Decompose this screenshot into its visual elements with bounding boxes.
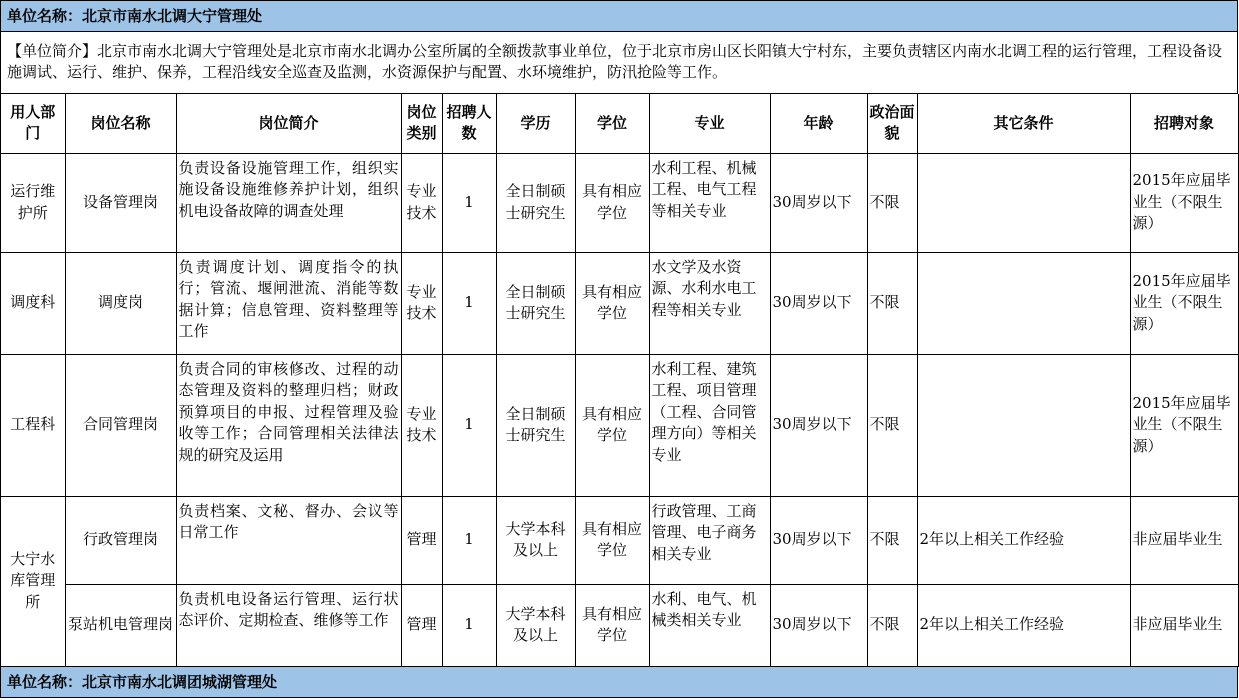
col-header-political: 政治面貌 xyxy=(867,94,917,153)
table-row xyxy=(1,584,1238,666)
table-row xyxy=(1,496,1238,584)
col-header-degree: 学位 xyxy=(575,94,649,153)
unit-introduction: 【单位简介】北京市南水北调大宁管理处是北京市南水北调办公室所属的全额拨款事业单位，位于北京市房山区长阳镇大宁村东，主要负责辖区内南水北调工程的运行管理，工程设备设施调试、运行、维护、保养，工程沿线安全巡查及监测，水资源保护与配置、水环境维护，防汛抢险等工作。 xyxy=(1,32,1238,94)
cell-position: 行政管理岗 xyxy=(65,496,176,584)
cell-category: 专业技术 xyxy=(401,354,442,496)
cell-other xyxy=(917,354,1130,496)
col-header-position: 岗位名称 xyxy=(65,94,176,153)
cell-count: 1 xyxy=(442,584,496,666)
cell-position: 合同管理岗 xyxy=(65,354,176,496)
cell-major: 水文学及水资源、水利水电工程等相关专业 xyxy=(649,252,770,354)
cell-category: 管理 xyxy=(401,496,442,584)
cell-other xyxy=(917,153,1130,252)
cell-position: 调度岗 xyxy=(65,252,176,354)
recruitment-table xyxy=(1,94,1239,667)
cell-dept: 运行维护所 xyxy=(1,153,65,252)
cell-major: 水利工程、机械工程、电气工程等相关专业 xyxy=(649,153,770,252)
col-header-age: 年龄 xyxy=(770,94,867,153)
cell-target: 非应届毕业生 xyxy=(1130,496,1238,584)
cell-description: 负责档案、文秘、督办、会议等日常工作 xyxy=(176,496,401,584)
col-header-other: 其它条件 xyxy=(917,94,1130,153)
cell-dept: 工程科 xyxy=(1,354,65,496)
cell-target: 2015年应届毕业生（不限生源） xyxy=(1130,354,1238,496)
cell-degree: 具有相应学位 xyxy=(575,496,649,584)
cell-dept: 调度科 xyxy=(1,252,65,354)
cell-degree: 具有相应学位 xyxy=(575,584,649,666)
table-row xyxy=(1,354,1238,496)
cell-target: 非应届毕业生 xyxy=(1130,584,1238,666)
cell-category: 专业技术 xyxy=(401,252,442,354)
col-header-dept: 用人部门 xyxy=(1,94,65,153)
cell-political: 不限 xyxy=(867,584,917,666)
col-header-description: 岗位简介 xyxy=(176,94,401,153)
unit-name-header: 单位名称：北京市南水北调大宁管理处 xyxy=(1,1,1238,32)
table-row xyxy=(1,153,1238,252)
cell-education: 全日制硕士研究生 xyxy=(496,153,575,252)
col-header-category: 岗位类别 xyxy=(401,94,442,153)
cell-count: 1 xyxy=(442,496,496,584)
cell-education: 全日制硕士研究生 xyxy=(496,354,575,496)
cell-other: 2年以上相关工作经验 xyxy=(917,584,1130,666)
cell-position: 泵站机电管理岗 xyxy=(65,584,176,666)
cell-political: 不限 xyxy=(867,496,917,584)
cell-age: 30周岁以下 xyxy=(770,496,867,584)
cell-target: 2015年应届毕业生（不限生源） xyxy=(1130,252,1238,354)
cell-political: 不限 xyxy=(867,153,917,252)
cell-description: 负责调度计划、调度指令的执行；管流、堰闸泄流、消能等数据计算；信息管理、资料整理等工作 xyxy=(176,252,401,354)
cell-major: 行政管理、工商管理、电子商务相关专业 xyxy=(649,496,770,584)
cell-political: 不限 xyxy=(867,252,917,354)
cell-education: 大学本科及以上 xyxy=(496,496,575,584)
cell-degree: 具有相应学位 xyxy=(575,153,649,252)
cell-age: 30周岁以下 xyxy=(770,153,867,252)
cell-degree: 具有相应学位 xyxy=(575,354,649,496)
cell-category: 专业技术 xyxy=(401,153,442,252)
cell-description: 负责合同的审核修改、过程的动态管理及资料的整理归档；财政预算项目的申报、过程管理及验收等工作；合同管理相关法律法规的研究及运用 xyxy=(176,354,401,496)
cell-age: 30周岁以下 xyxy=(770,252,867,354)
cell-description: 负责机电设备运行管理、运行状态评价、定期检查、维修等工作 xyxy=(176,584,401,666)
cell-education: 全日制硕士研究生 xyxy=(496,252,575,354)
cell-education: 大学本科及以上 xyxy=(496,584,575,666)
table-row xyxy=(1,252,1238,354)
cell-age: 30周岁以下 xyxy=(770,584,867,666)
cell-count: 1 xyxy=(442,354,496,496)
col-header-target: 招聘对象 xyxy=(1130,94,1238,153)
cell-count: 1 xyxy=(442,153,496,252)
cell-degree: 具有相应学位 xyxy=(575,252,649,354)
col-header-education: 学历 xyxy=(496,94,575,153)
cell-other xyxy=(917,252,1130,354)
cell-major: 水利、电气、机械类相关专业 xyxy=(649,584,770,666)
next-unit-name-header: 单位名称：北京市南水北调团城湖管理处 xyxy=(1,667,1238,698)
cell-target: 2015年应届毕业生（不限生源） xyxy=(1130,153,1238,252)
table-header-row xyxy=(1,94,1238,153)
cell-position: 设备管理岗 xyxy=(65,153,176,252)
col-header-major: 专业 xyxy=(649,94,770,153)
col-header-count: 招聘人数 xyxy=(442,94,496,153)
cell-age: 30周岁以下 xyxy=(770,354,867,496)
cell-dept: 大宁水库管理所 xyxy=(1,496,65,666)
cell-major: 水利工程、建筑工程、项目管理（工程、合同管理方向）等相关专业 xyxy=(649,354,770,496)
cell-political: 不限 xyxy=(867,354,917,496)
cell-category: 管理 xyxy=(401,584,442,666)
cell-description: 负责设备设施管理工作，组织实施设备设施维修养护计划，组织机电设备故障的调查处理 xyxy=(176,153,401,252)
cell-count: 1 xyxy=(442,252,496,354)
cell-other: 2年以上相关工作经验 xyxy=(917,496,1130,584)
